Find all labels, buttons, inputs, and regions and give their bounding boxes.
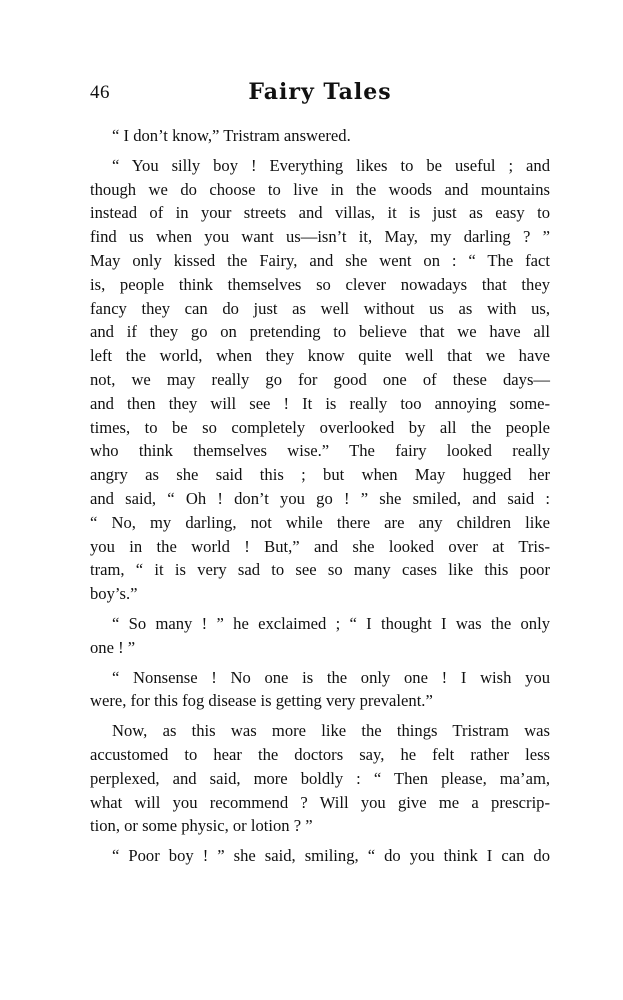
text-line: you in the world ! But,” and she looked over at Tris- [90, 536, 550, 556]
running-title: Fairy Tales [248, 79, 392, 105]
text-line: “ No, my darling, not while there are any children like [90, 512, 550, 532]
text-line: and if they go on pretending to believe that we have all [90, 322, 550, 342]
text-line: May only kissed the Fairy, and she went on : “ The fact [90, 250, 550, 270]
text-line: “ So many ! ” he exclaimed ; “ I thought I was the only [112, 613, 550, 633]
text-line: find us when you want us—isn’t it, May, my darling ? ” [90, 227, 550, 247]
text-line: angry as she said this ; but when May hugged her [90, 465, 550, 485]
text-line: is, people think themselves so clever nowadays that they [90, 274, 550, 294]
text-line: were, for this fog disease is getting very prevalent.” [90, 691, 433, 711]
text-line: Now, as this was more like the things Tristram was [112, 721, 550, 741]
text-line: though we do choose to live in the woods and mountains [90, 179, 550, 199]
text-line: “ I don’t know,” Tristram answered. [112, 126, 351, 145]
text-line: “ You silly boy ! Everything likes to be useful ; and [112, 155, 550, 175]
text-line: tram, “ it is very sad to see so many cases like this poor [90, 560, 550, 580]
page-header [90, 79, 550, 112]
text-line: tion, or some physic, or lotion ? ” [90, 816, 313, 836]
text-line: and said, “ Oh ! don’t you go ! ” she smiled, and said : [90, 488, 550, 508]
text-line: what will you recommend ? Will you give me a prescrip- [90, 792, 550, 812]
text-line: instead of in your streets and villas, it is just as easy to [90, 203, 550, 223]
text-line: fancy they can do just as well without us as with us, [90, 298, 550, 318]
text-line: “ Poor boy ! ” she said, smiling, “ do you think I can do [112, 846, 550, 866]
text-line: boy’s.” [90, 584, 138, 604]
text-line: left the world, when they know quite well that we have [90, 346, 550, 366]
text-line: and then they will see ! It is really too annoying some- [90, 393, 550, 413]
text-line: who think themselves wise.” The fairy looked really [90, 441, 550, 461]
text-line: perplexed, and said, more boldly : “ Then please, ma’am, [90, 768, 550, 788]
text-line: times, to be so completely overlooked by all the people [90, 417, 550, 437]
text-line: “ Nonsense ! No one is the only one ! I wish you [112, 667, 550, 687]
text-line: not, we may really go for good one of these days— [90, 369, 550, 389]
text-line: accustomed to hear the doctors say, he felt rather less [90, 744, 550, 764]
page-number: 46 [90, 82, 110, 103]
text-line: one ! ” [90, 637, 136, 657]
body-text [90, 124, 550, 868]
